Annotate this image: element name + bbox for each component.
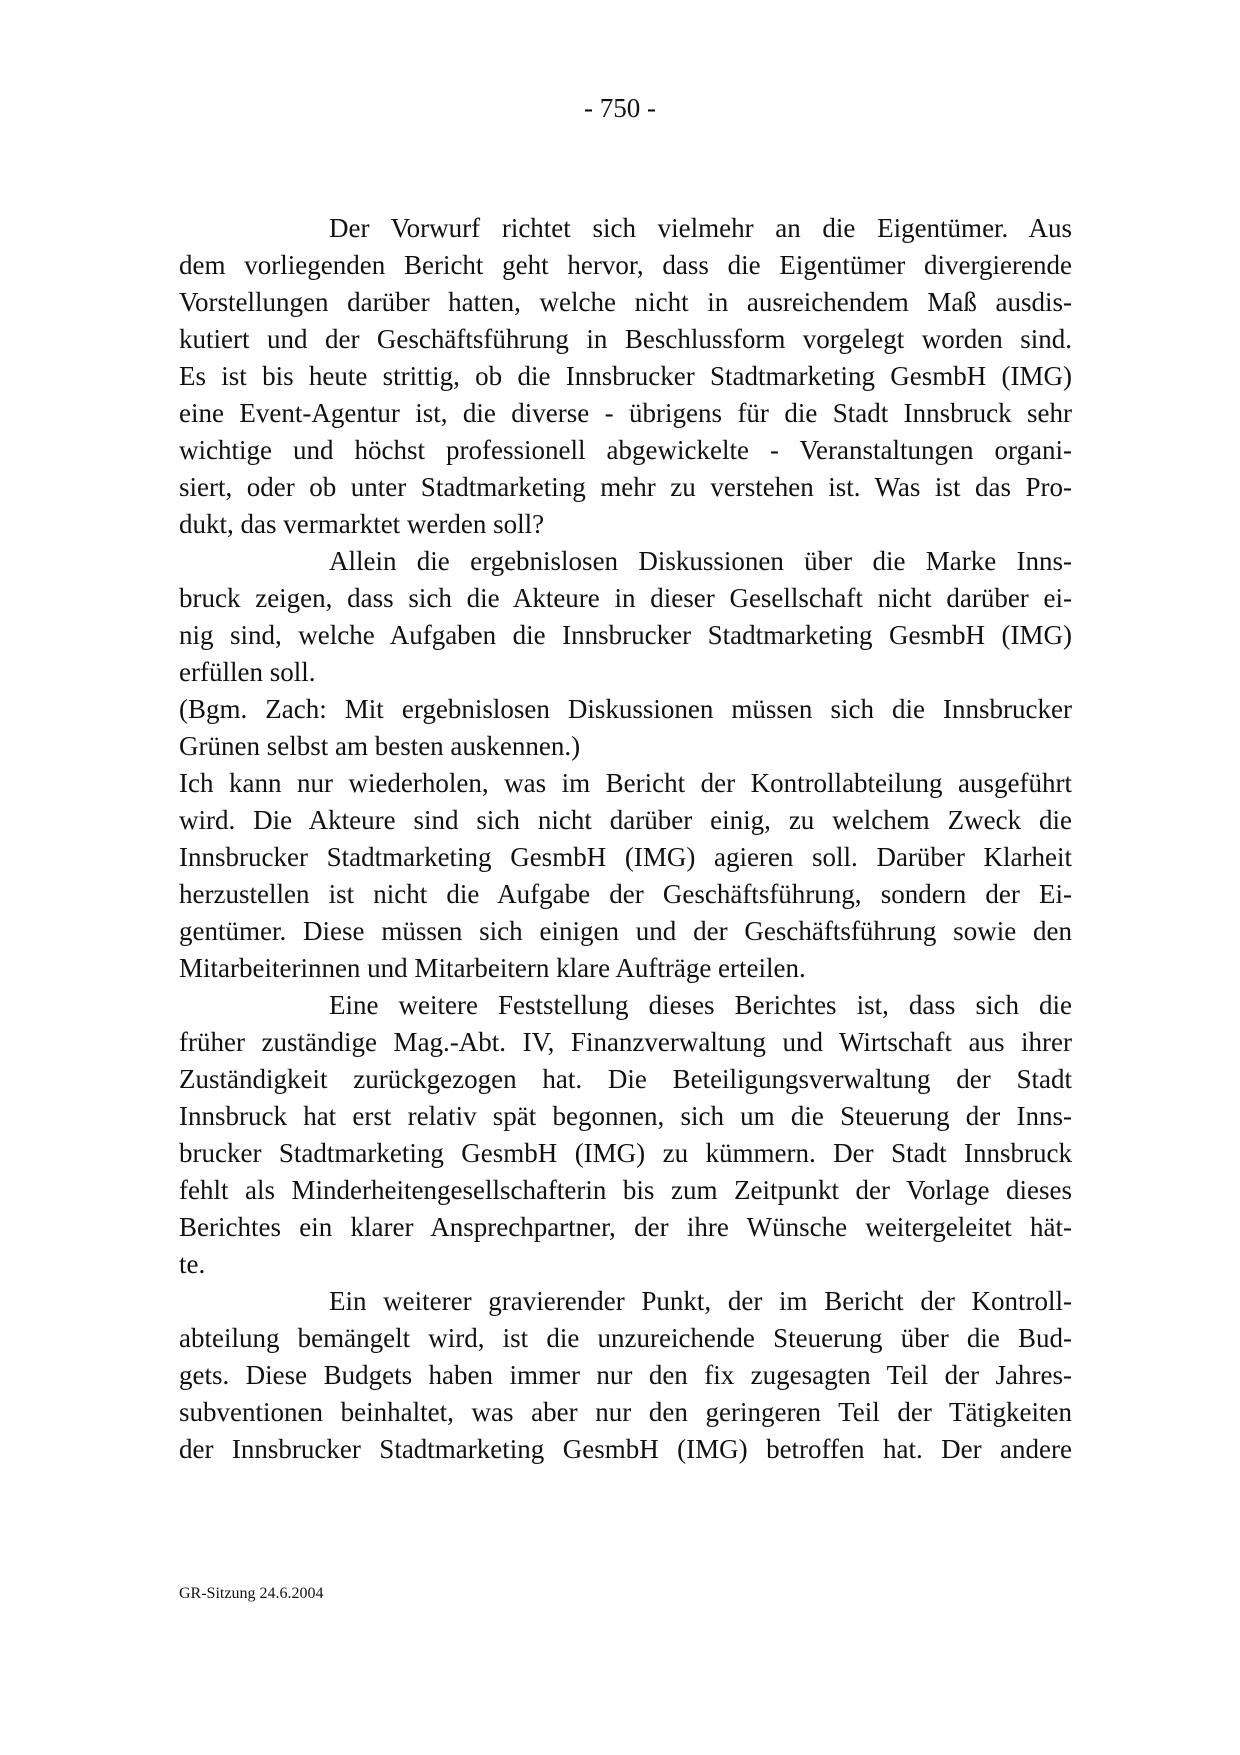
text-line: eine Event-Agentur ist, die diverse - übrigens für die Stadt Innsbruck sehr — [179, 398, 1072, 428]
text-line: abteilung bemängelt wird, ist die unzureichende Steuerung über die Bud- — [179, 1323, 1072, 1353]
text-line: kutiert und der Geschäftsführung in Beschlussform vorgelegt worden sind. — [179, 324, 1072, 354]
text-line: brucker Stadtmarketing GesmbH (IMG) zu kümmern. Der Stadt Innsbruck — [179, 1138, 1072, 1168]
text-line: Ich kann nur wiederholen, was im Bericht der Kontrollabteilung ausgeführt — [179, 768, 1072, 798]
text-line: dukt, das vermarktet werden soll? — [179, 509, 545, 539]
text-line: Berichtes ein klarer Ansprechpartner, der ihre Wünsche weitergeleitet hät- — [179, 1212, 1072, 1242]
interjection-line: Grünen selbst am besten auskennen.) — [179, 731, 581, 761]
text-line: der Innsbrucker Stadtmarketing GesmbH (IMG) betroffen hat. Der andere — [179, 1434, 1072, 1464]
text-line: te. — [179, 1249, 206, 1279]
text-line: Eine weitere Feststellung dieses Berichtes ist, dass sich die — [329, 990, 1072, 1020]
text-line: Allein die ergebnislosen Diskussionen über die Marke Inns- — [329, 546, 1072, 576]
text-line: Es ist bis heute strittig, ob die Innsbrucker Stadtmarketing GesmbH (IMG) — [179, 361, 1072, 391]
text-line: bruck zeigen, dass sich die Akteure in dieser Gesellschaft nicht darüber ei- — [179, 583, 1072, 613]
text-line: Ein weiterer gravierender Punkt, der im Bericht der Kontroll- — [329, 1286, 1072, 1316]
text-line: früher zuständige Mag.-Abt. IV, Finanzverwaltung und Wirtschaft aus ihrer — [179, 1027, 1072, 1057]
text-line: gets. Diese Budgets haben immer nur den fix zugesagten Teil der Jahres- — [179, 1360, 1072, 1390]
page-number: - 750 - — [584, 93, 656, 123]
text-line: herzustellen ist nicht die Aufgabe der Geschäftsführung, sondern der Ei- — [179, 879, 1072, 909]
text-line: Zuständigkeit zurückgezogen hat. Die Beteiligungsverwaltung der Stadt — [179, 1064, 1072, 1094]
body-text — [179, 210, 1072, 1468]
text-line: fehlt als Minderheitengesellschafterin bis zum Zeitpunkt der Vorlage dieses — [179, 1175, 1072, 1205]
interjection-line: (Bgm. Zach: Mit ergebnislosen Diskussionen müssen sich die Innsbrucker — [179, 694, 1072, 724]
text-line: Innsbrucker Stadtmarketing GesmbH (IMG) agieren soll. Darüber Klarheit — [179, 842, 1072, 872]
text-line: gentümer. Diese müssen sich einigen und der Geschäftsführung sowie den — [179, 916, 1072, 946]
text-line: wird. Die Akteure sind sich nicht darüber einig, zu welchem Zweck die — [179, 805, 1072, 835]
text-line: Innsbruck hat erst relativ spät begonnen, sich um die Steuerung der Inns- — [179, 1101, 1072, 1131]
text-line: Mitarbeiterinnen und Mitarbeitern klare Aufträge erteilen. — [179, 953, 806, 983]
text-line: dem vorliegenden Bericht geht hervor, dass die Eigentümer divergierende — [179, 250, 1072, 280]
text-line: wichtige und höchst professionell abgewickelte - Veranstaltungen organi- — [179, 435, 1072, 465]
text-line: Vorstellungen darüber hatten, welche nicht in ausreichendem Maß ausdis- — [179, 287, 1072, 317]
text-line: siert, oder ob unter Stadtmarketing mehr zu verstehen ist. Was ist das Pro- — [179, 472, 1072, 502]
text-line: subventionen beinhaltet, was aber nur den geringeren Teil der Tätigkeiten — [179, 1397, 1072, 1427]
text-line: Der Vorwurf richtet sich vielmehr an die Eigentümer. Aus — [329, 213, 1072, 243]
footer-session-date: GR-Sitzung 24.6.2004 — [179, 1585, 324, 1602]
text-line: nig sind, welche Aufgaben die Innsbrucker Stadtmarketing GesmbH (IMG) — [179, 620, 1072, 650]
text-line: erfüllen soll. — [179, 657, 316, 687]
